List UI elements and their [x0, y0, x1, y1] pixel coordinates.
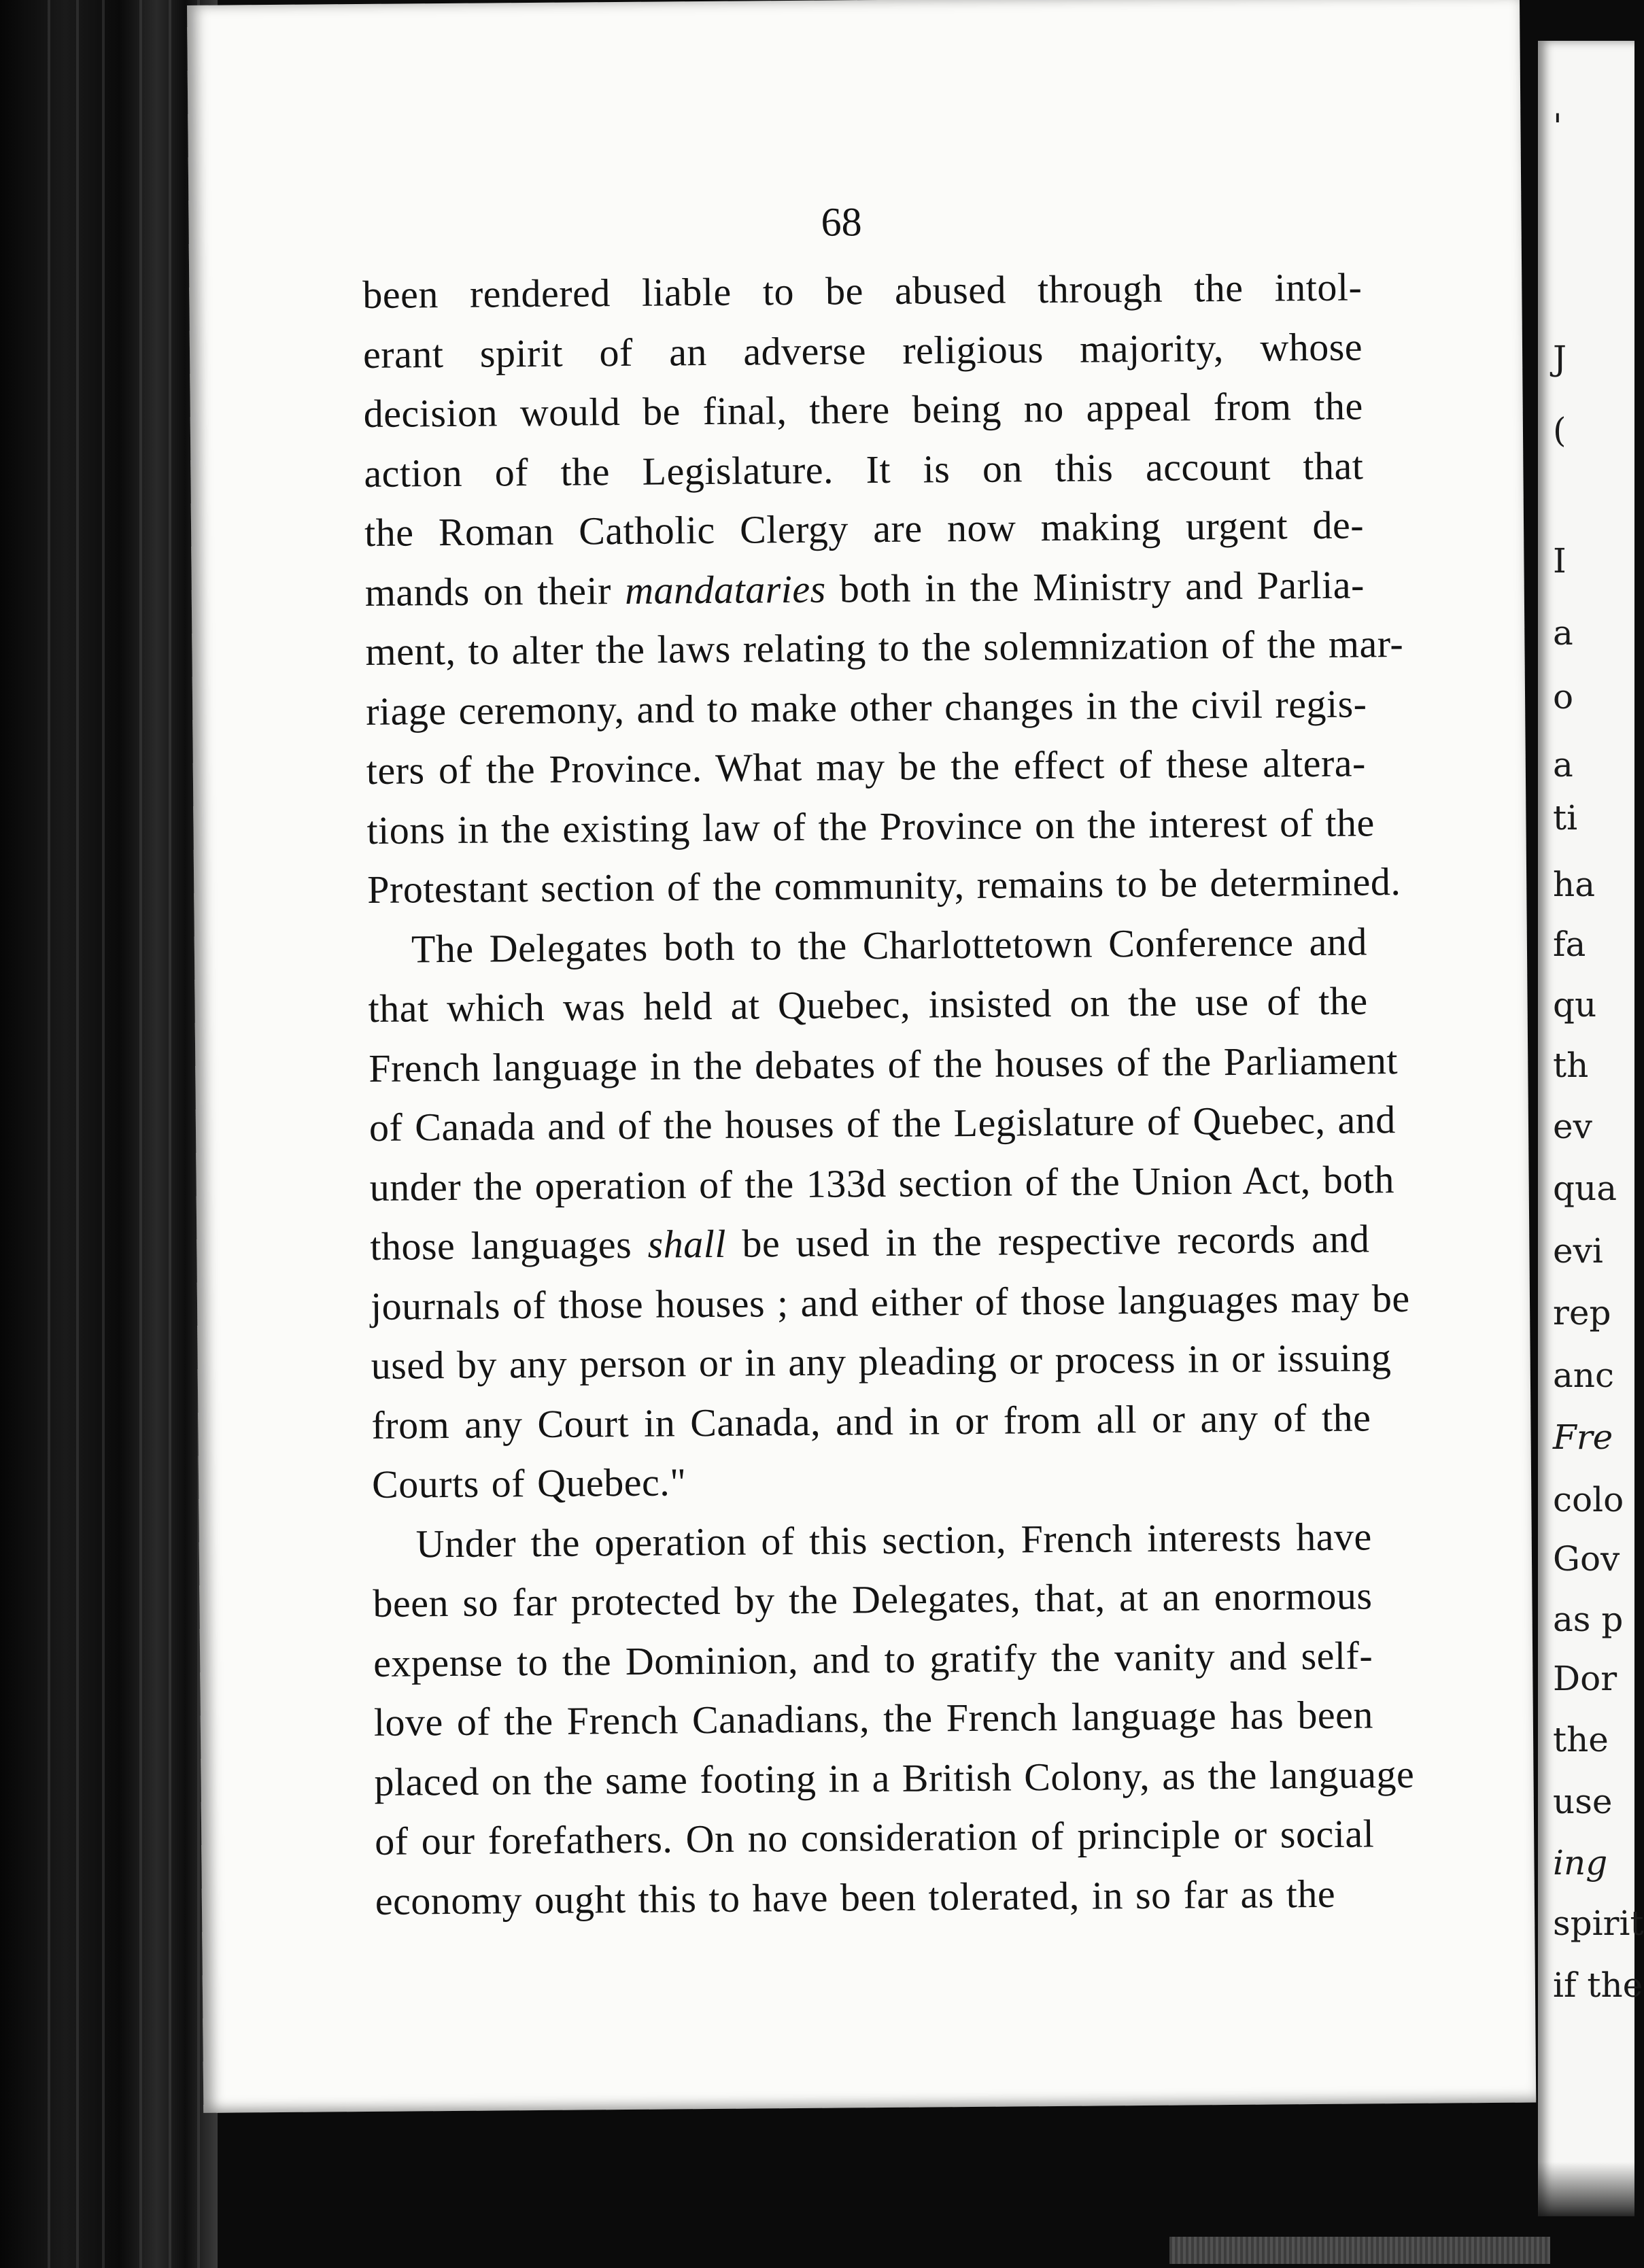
text-run: Under the operation of this section, French interests have: [415, 1513, 1372, 1566]
text-line: [366, 733, 1367, 800]
page-number: 68: [821, 199, 862, 245]
page-body-text: [362, 257, 1415, 1930]
text-run: both in the Ministry and Parlia-: [825, 562, 1365, 611]
text-run: under the operation of the 133d section of the Union Act, both: [369, 1156, 1395, 1209]
text-run: French language in the debates of the houses of the Parliament: [369, 1037, 1399, 1090]
text-run: been so far protected by the Delegates, that, at an enormous: [373, 1573, 1373, 1626]
text-line: [371, 1388, 1371, 1455]
next-page-fragment: [1538, 41, 1644, 2216]
text-line: [362, 257, 1363, 324]
text-run: used by any person or in any pleading or process in or issuing: [371, 1335, 1392, 1388]
next-page-text-fragment: anc: [1553, 1355, 1615, 1395]
next-page-text-fragment: ti: [1553, 798, 1578, 838]
next-page-text-fragment: Gov: [1553, 1539, 1620, 1579]
text-line: [375, 1863, 1375, 1931]
text-run: The Delegates both to the Charlottetown Conference and: [411, 918, 1368, 971]
next-page-text-fragment: (: [1553, 411, 1566, 451]
text-line: [365, 614, 1404, 681]
next-page-text-fragment: use: [1553, 1782, 1613, 1822]
page-edge-texture-bottom: [1169, 2237, 1550, 2264]
text-line: [375, 1804, 1375, 1871]
text-run: those languages: [370, 1222, 648, 1269]
next-page-text-fragment: a: [1553, 613, 1573, 653]
next-page-text-fragment: ha: [1553, 865, 1596, 905]
text-run: love of the French Canadians, the French language has been: [373, 1692, 1374, 1745]
text-run: the Roman Catholic Clergy are now making urgent de-: [364, 502, 1365, 555]
italic-word: mandataries: [624, 566, 826, 613]
text-run: action of the Legislature. It is on this account that: [364, 443, 1364, 496]
text-line: [369, 1090, 1396, 1157]
text-line: [374, 1745, 1415, 1812]
text-run: decision would be final, there being no appeal from the: [363, 383, 1363, 436]
text-run: of our forefathers. On no consideration of principle or social: [374, 1811, 1375, 1863]
text-line: [364, 436, 1364, 503]
text-line: [366, 852, 1401, 919]
text-run: from any Court in Canada, and in or from all or any of the: [371, 1394, 1371, 1447]
text-line: [368, 912, 1368, 979]
text-run: erant spirit of an adverse religious majority, whose: [362, 324, 1363, 377]
next-page-text-fragment: ': [1553, 107, 1562, 147]
text-run: tions in the existing law of the Province on the interest of the: [366, 800, 1375, 853]
text-line: [370, 1209, 1370, 1276]
next-page-text-fragment: qu: [1553, 984, 1597, 1025]
text-run: be used in the respective records and: [725, 1216, 1370, 1266]
next-page-text-fragment: Dor: [1553, 1659, 1617, 1699]
text-line: [369, 1031, 1399, 1098]
text-line: [366, 793, 1375, 860]
text-line: [373, 1626, 1373, 1693]
next-page-text-fragment: ing: [1553, 1842, 1608, 1883]
next-page-text-fragment: th: [1553, 1046, 1589, 1086]
next-page-text-fragment: qua: [1553, 1169, 1617, 1209]
next-page-text-fragment: as p: [1553, 1600, 1624, 1640]
italic-word: shall: [647, 1221, 727, 1267]
text-line: [364, 555, 1365, 622]
text-run: ment, to alter the laws relating to the solemnization of the mar-: [365, 621, 1404, 674]
text-line: [372, 1507, 1372, 1574]
text-run: Courts of Quebec.": [371, 1460, 687, 1507]
text-run: riage ceremony, and to make other changes in the civil regis-: [365, 681, 1367, 734]
next-page-text-fragment: the: [1553, 1719, 1609, 1759]
text-run: that which was held at Quebec, insisted on the use of the: [368, 978, 1368, 1031]
text-line: [370, 1269, 1410, 1336]
text-run: Protestant section of the community, remains to be determined.: [366, 859, 1401, 912]
text-line: [366, 674, 1366, 741]
text-run: placed on the same footing in a British Colony, as the language: [374, 1751, 1415, 1804]
next-page-text-fragment: a: [1553, 744, 1573, 785]
next-page-text-fragment: o: [1553, 676, 1574, 717]
next-page-text-fragment: spirit: [1553, 1903, 1644, 1943]
text-line: [364, 495, 1365, 562]
text-run: journals of those houses ; and either of those languages may be: [370, 1275, 1410, 1328]
text-line: [371, 1328, 1392, 1395]
next-page-text-fragment: Fre: [1553, 1418, 1613, 1458]
text-line: [368, 971, 1368, 1038]
page-text-block: [362, 194, 1415, 1923]
next-page-text-fragment: rep: [1553, 1293, 1611, 1333]
next-page-text-fragment: colo: [1553, 1479, 1624, 1519]
next-page-text-fragment: ev: [1553, 1106, 1592, 1146]
text-line: [369, 1150, 1395, 1217]
text-run: been rendered liable to be abused through the intol-: [362, 264, 1363, 317]
next-page-text-fragment: J: [1553, 338, 1567, 378]
text-run: of Canada and of the houses of the Legislature of Quebec, and: [369, 1097, 1396, 1150]
next-page-text-fragment: fa: [1553, 924, 1586, 964]
text-run: mands on their: [364, 568, 626, 615]
book-binding-edge: [0, 0, 218, 2268]
next-page-text-fragment: I: [1553, 540, 1566, 581]
text-run: economy ought this to have been tolerated, in so far as the: [375, 1871, 1336, 1923]
text-run: ters of the Province. What may be the effect of these altera-: [366, 740, 1367, 793]
next-page-text-fragment: evi: [1553, 1231, 1603, 1271]
next-page-text-fragment: if the: [1553, 1965, 1643, 2006]
text-line: [374, 1685, 1374, 1752]
text-line: [372, 1447, 1372, 1514]
text-line: [373, 1566, 1373, 1633]
text-line: [363, 317, 1363, 384]
text-run: expense to the Dominion, and to gratify the vanity and self-: [373, 1632, 1373, 1685]
text-line: [363, 376, 1363, 443]
book-page: [187, 0, 1536, 2113]
